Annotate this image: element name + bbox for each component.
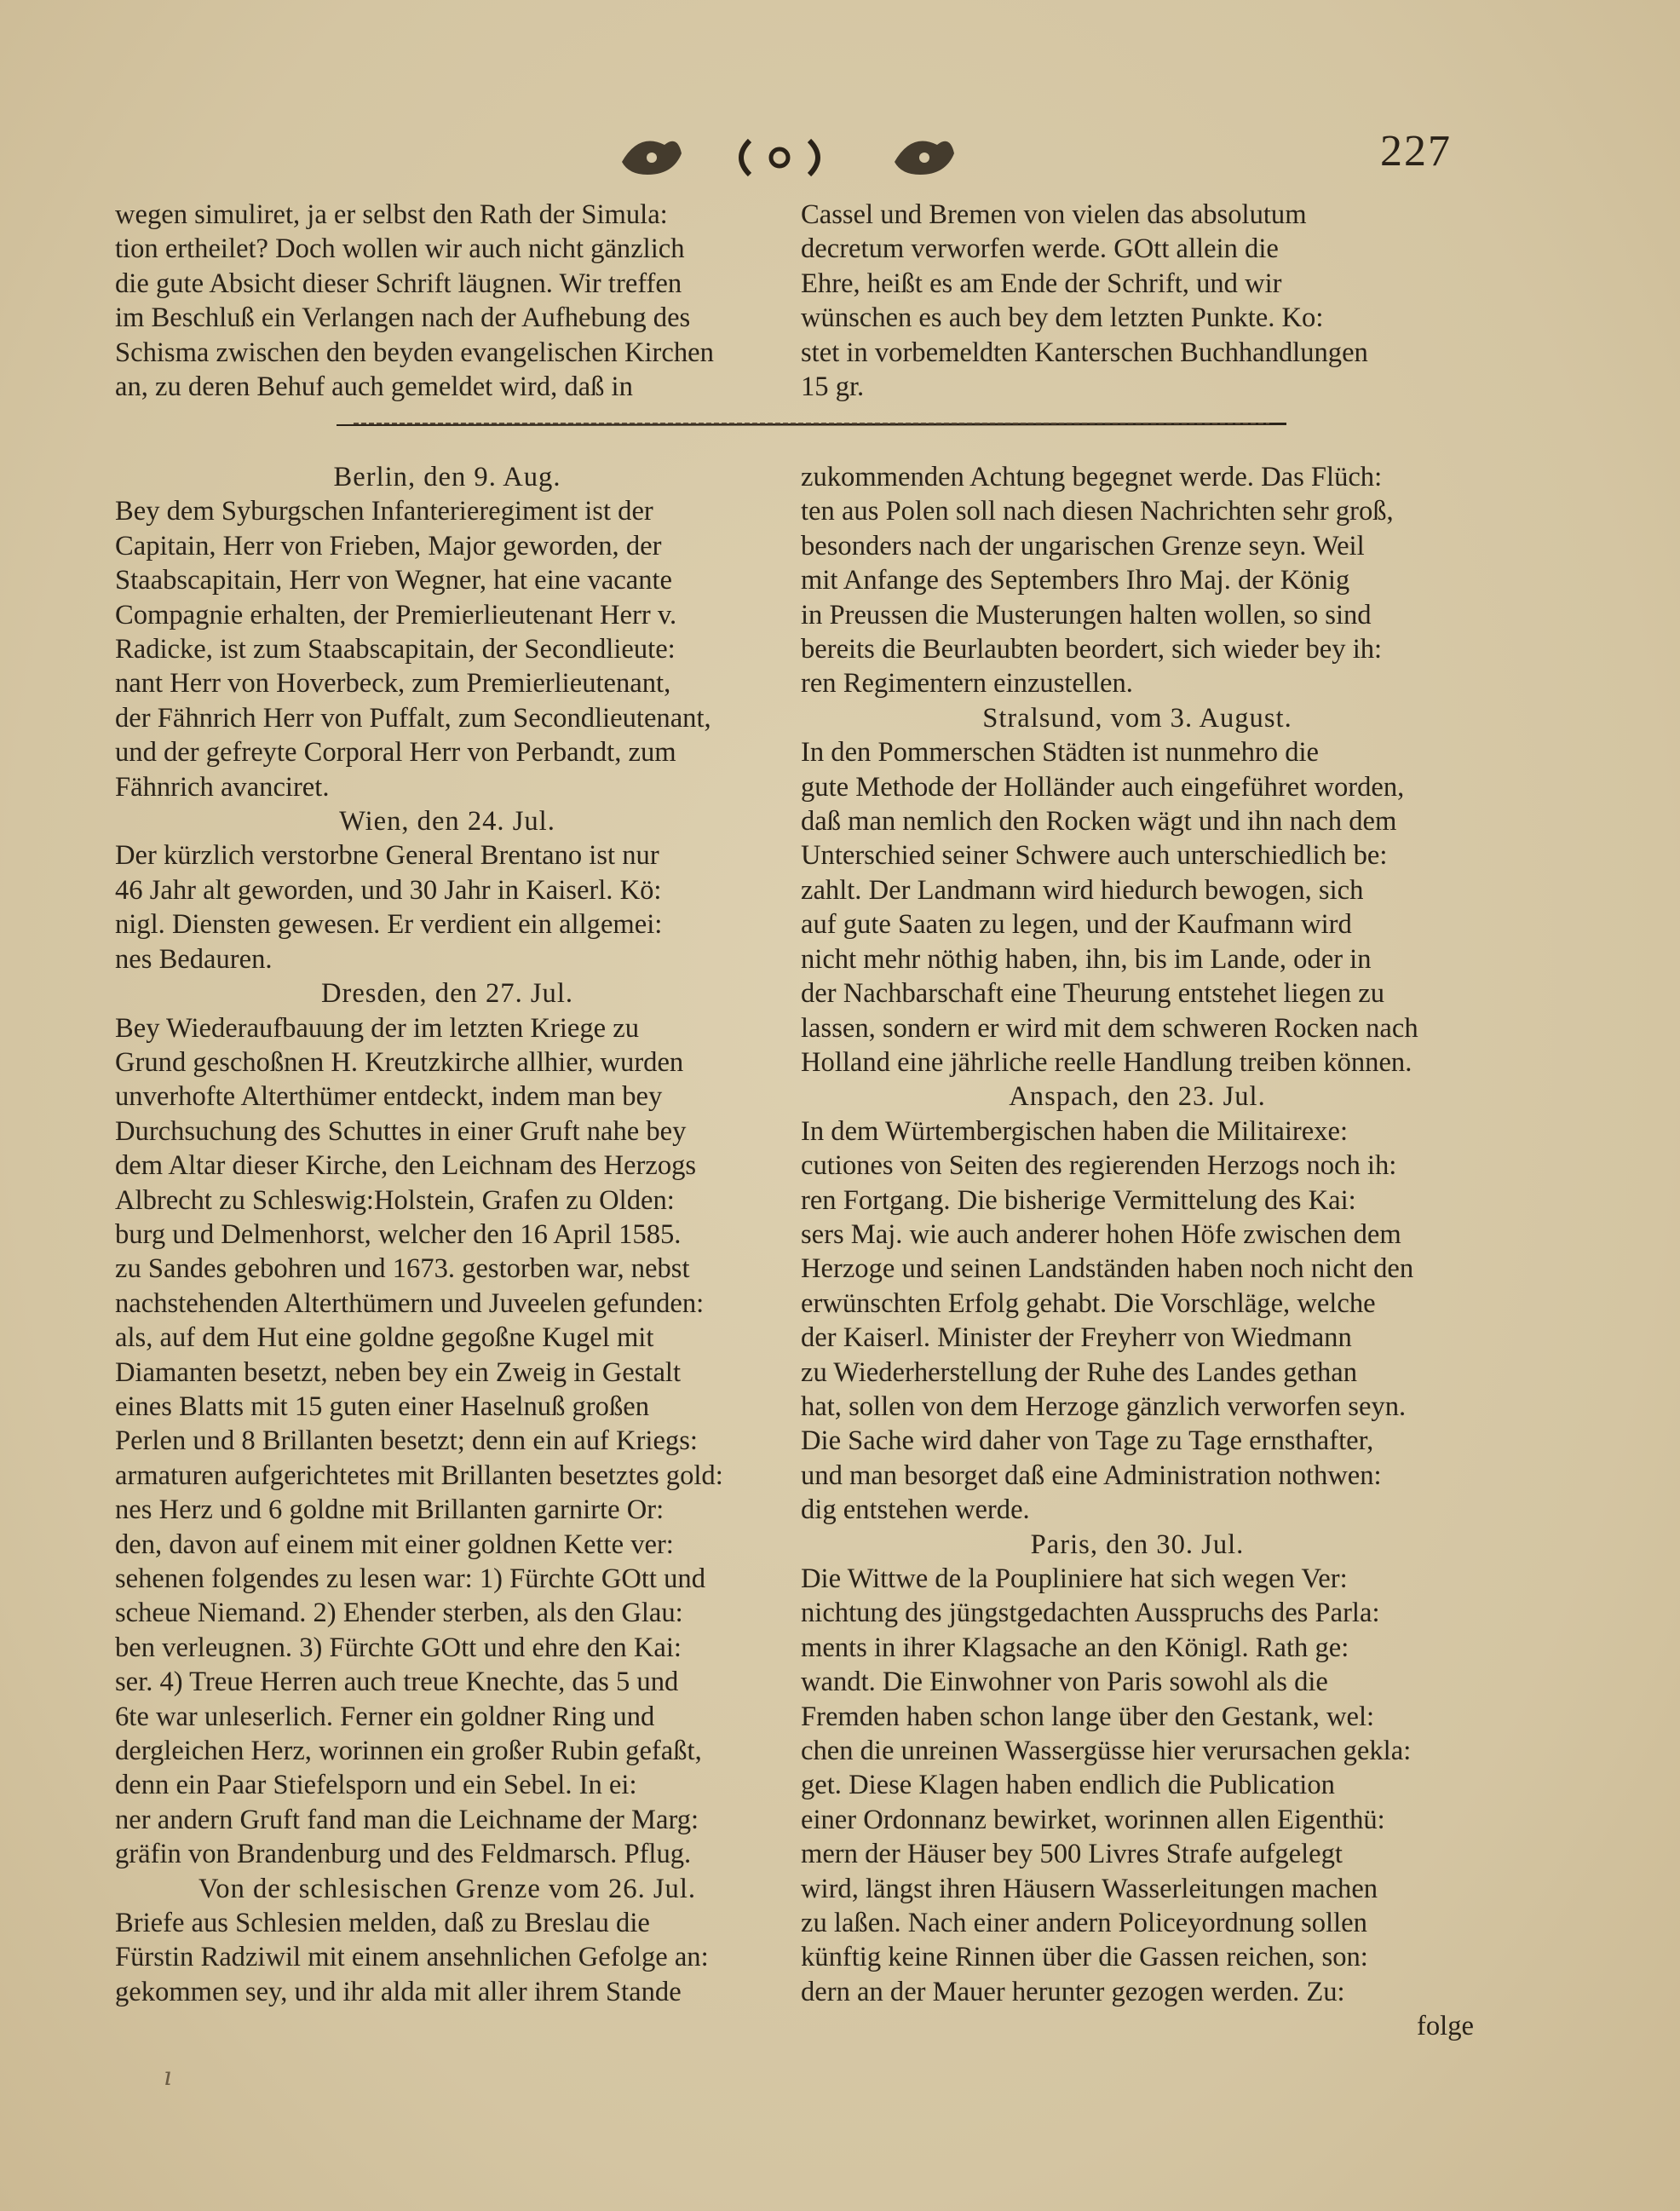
text-line: zahlt. Der Landmann wird hiedurch bewogen, sich bbox=[801, 874, 1364, 906]
text-line: Capitain, Herr von Frieben, Major geworden, der bbox=[115, 530, 662, 561]
text-line: nichtung des jüngstgedachten Ausspruchs des Parla: bbox=[801, 1598, 1380, 1629]
text-line: Die Wittwe de la Poupliniere hat sich wegen Ver: bbox=[801, 1563, 1348, 1594]
text-line: Fürstin Radziwil mit einem ansehnlichen Gefolge an: bbox=[115, 1942, 709, 1973]
text-line: Durchsuchung des Schuttes in einer Gruft nahe bey bbox=[115, 1115, 687, 1147]
text-line: dergleichen Herz, worinnen ein großer Rubin gefaßt, bbox=[115, 1736, 702, 1767]
text-line: In dem Würtembergischen haben die Militairexe: bbox=[801, 1115, 1349, 1147]
text-line: mit Anfange des Septembers Ihro Maj. der König bbox=[801, 565, 1350, 596]
text-line: Briefe aus Schlesien melden, daß zu Breslau die bbox=[115, 1908, 650, 1939]
text-line: an, zu deren Behuf auch gemeldet wird, daß in bbox=[115, 371, 633, 403]
text-line: der Nachbarschaft eine Theurung entstehet liegen zu bbox=[801, 978, 1385, 1010]
text-line: tion ertheilet? Doch wollen wir auch nicht gänzlich bbox=[115, 233, 685, 265]
text-line: Ehre, heißt es am Ende der Schrift, und wir bbox=[801, 268, 1282, 299]
text-line: dern an der Mauer herunter gezogen werden. Zu: bbox=[801, 1976, 1345, 2007]
text-line: erwünschten Erfolg gehabt. Die Vorschläge, welche bbox=[801, 1287, 1376, 1319]
text-line: ten aus Polen soll nach diesen Nachrichten sehr groß, bbox=[801, 496, 1394, 527]
text-line: gekommen sey, und ihr alda mit aller ihrem Stande bbox=[115, 1976, 682, 2007]
text-line: ben verleugnen. 3) Fürchte GOtt und ehre den Kai: bbox=[115, 1632, 682, 1663]
text-line: Grund geschoßnen H. Kreutzkirche allhier, wurden bbox=[115, 1046, 684, 1078]
header-ornament bbox=[613, 128, 971, 187]
text-line: in Preussen die Musterungen halten wollen, so sind bbox=[801, 599, 1372, 630]
text-line: ments in ihrer Klagsache an den Königl. Rath ge: bbox=[801, 1632, 1349, 1663]
text-line: decretum verworfen werde. GOtt allein die bbox=[801, 233, 1279, 265]
text-line: wird, längst ihren Häusern Wasserleitungen machen bbox=[801, 1873, 1378, 1904]
text-line: einer Ordonnanz bewirket, worinnen allen Eigenthü: bbox=[801, 1804, 1385, 1835]
text-line: 6te war unleserlich. Ferner ein goldner Ring und bbox=[115, 1701, 655, 1732]
dateline: Anspach, den 23. Jul. bbox=[1009, 1081, 1266, 1113]
text-line: nes Herz und 6 goldne mit Brillanten garnirte Or: bbox=[115, 1494, 665, 1526]
text-line: Die Sache wird daher von Tage zu Tage ernsthafter, bbox=[801, 1425, 1374, 1457]
text-line: zu Wiederherstellung der Ruhe des Landes gethan bbox=[801, 1356, 1358, 1388]
catchword: folge bbox=[1417, 2011, 1474, 2042]
text-line: auf gute Saaten zu legen, und der Kaufmann wird bbox=[801, 909, 1352, 941]
text-line: ser. 4) Treue Herren auch treue Knechte, das 5 und bbox=[115, 1667, 679, 1698]
text-line: unverhofte Alterthümer entdeckt, indem man bey bbox=[115, 1081, 663, 1113]
text-line: nachstehenden Alterthümern und Juveelen gefunden: bbox=[115, 1287, 705, 1319]
text-line: cutiones von Seiten des regierenden Herzogs noch ih: bbox=[801, 1150, 1397, 1182]
text-line: den, davon auf einem mit einer goldnen Kette ver: bbox=[115, 1529, 674, 1560]
text-line: daß man nemlich den Rocken wägt und ihn nach dem bbox=[801, 806, 1397, 838]
dateline: Stralsund, vom 3. August. bbox=[982, 702, 1292, 734]
text-line: eines Blatts mit 15 guten einer Haselnuß großen bbox=[115, 1391, 649, 1422]
text-line: künftig keine Rinnen über die Gassen reichen, son: bbox=[801, 1942, 1368, 1973]
text-line: und der gefreyte Corporal Herr von Perbandt, zum bbox=[115, 737, 676, 769]
text-line: stet in vorbemeldten Kanterschen Buchhandlungen bbox=[801, 337, 1368, 368]
text-line: wünschen es auch bey dem letzten Punkte. Ko: bbox=[801, 302, 1324, 334]
right-column bbox=[801, 460, 1474, 2044]
text-line: Fähnrich avanciret. bbox=[115, 771, 330, 803]
text-line: Radicke, ist zum Staabscapitain, der Secondlieute: bbox=[115, 634, 676, 665]
text-line: sers Maj. wie auch anderer hohen Höfe zwischen dem bbox=[801, 1218, 1401, 1250]
text-line: der Fähnrich Herr von Puffalt, zum Secondlieutenant, bbox=[115, 702, 711, 734]
left-column bbox=[115, 460, 780, 2009]
text-line: wandt. Die Einwohner von Paris sowohl als die bbox=[801, 1667, 1328, 1698]
text-line: nes Bedauren. bbox=[115, 943, 273, 975]
section-divider bbox=[337, 419, 1286, 429]
text-line: Fremden haben schon lange über den Gestank, wel: bbox=[801, 1701, 1375, 1732]
text-line: bereits die Beurlaubten beordert, sich wieder bey ih: bbox=[801, 634, 1383, 665]
text-line: Compagnie erhalten, der Premierlieutenant Herr v. bbox=[115, 599, 677, 630]
text-line: Albrecht zu Schleswig:Holstein, Grafen zu Olden: bbox=[115, 1184, 675, 1216]
text-line: Staabscapitain, Herr von Wegner, hat eine vacante bbox=[115, 565, 672, 596]
text-line: gute Methode der Holländer auch eingeführet worden, bbox=[801, 771, 1405, 803]
text-line: Diamanten besetzt, neben bey ein Zweig in Gestalt bbox=[115, 1356, 682, 1388]
text-line: besonders nach der ungarischen Grenze seyn. Weil bbox=[801, 530, 1365, 561]
dateline: Dresden, den 27. Jul. bbox=[320, 978, 574, 1010]
text-line: ren Fortgang. Die bisherige Vermittelung des Kai: bbox=[801, 1184, 1356, 1216]
text-line: armaturen aufgerichtetes mit Brillanten besetztes gold: bbox=[115, 1460, 723, 1491]
dateline: Von der schlesischen Grenze vom 26. Jul. bbox=[198, 1873, 697, 1904]
text-line: denn ein Paar Stiefelsporn und ein Sebel. In ei: bbox=[115, 1770, 637, 1801]
text-line: wegen simuliret, ja er selbst den Rath der Simula: bbox=[115, 199, 668, 230]
text-line: chen die unreinen Wassergüsse hier verursachen gekla: bbox=[801, 1736, 1412, 1767]
text-line: lassen, sondern er wird mit dem schweren Rocken nach bbox=[801, 1012, 1418, 1044]
text-line: hat, sollen von dem Herzoge gänzlich verworfen seyn. bbox=[801, 1391, 1407, 1422]
dateline: Berlin, den 9. Aug. bbox=[333, 462, 561, 492]
top-left-column bbox=[115, 198, 780, 404]
text-line: nant Herr von Hoverbeck, zum Premierlieutenant, bbox=[115, 668, 671, 700]
dateline: Wien, den 24. Jul. bbox=[339, 806, 555, 838]
text-line: zu laßen. Nach einer andern Policeyordnung sollen bbox=[801, 1908, 1367, 1939]
text-line: ren Regimentern einzustellen. bbox=[801, 668, 1133, 700]
text-line: nicht mehr nöthig haben, ihn, bis im Lande, oder in bbox=[801, 943, 1372, 975]
page-number: 227 bbox=[1380, 127, 1452, 176]
text-line: zukommenden Achtung begegnet werde. Das Flüch: bbox=[801, 462, 1383, 492]
text-line: Herzoge und seinen Landständen haben noch nicht den bbox=[801, 1253, 1414, 1285]
text-line: scheue Niemand. 2) Ehender sterben, als den Glau: bbox=[115, 1598, 683, 1629]
text-line: ner andern Gruft fand man die Leichname der Marg: bbox=[115, 1804, 699, 1835]
text-line: In den Pommerschen Städten ist nunmehro die bbox=[801, 737, 1320, 769]
text-line: der Kaiserl. Minister der Freyherr von Wiedmann bbox=[801, 1322, 1352, 1354]
margin-mark: ı bbox=[164, 2062, 172, 2092]
text-line: als, auf dem Hut eine goldne gegoßne Kugel mit bbox=[115, 1322, 654, 1354]
text-line: 46 Jahr alt geworden, und 30 Jahr in Kaiserl. Kö: bbox=[115, 874, 662, 906]
text-line: Bey Wiederaufbauung der im letzten Kriege zu bbox=[115, 1012, 640, 1044]
text-line: die gute Absicht dieser Schrift läugnen. Wir treffen bbox=[115, 268, 682, 299]
text-line: 15 gr. bbox=[801, 371, 865, 403]
text-line: Unterschied seiner Schwere auch unterschiedlich be: bbox=[801, 840, 1388, 872]
text-line: Der kürzlich verstorbne General Brentano ist nur bbox=[115, 840, 659, 872]
text-line: Holland eine jährliche reelle Handlung treiben können. bbox=[801, 1046, 1412, 1078]
text-line: burg und Delmenhorst, welcher den 16 April 1585. bbox=[115, 1218, 682, 1250]
text-line: dig entstehen werde. bbox=[801, 1494, 1030, 1526]
text-line: zu Sandes gebohren und 1673. gestorben war, nebst bbox=[115, 1253, 690, 1285]
text-line: Perlen und 8 Brillanten besetzt; denn ein auf Kriegs: bbox=[115, 1425, 698, 1457]
text-line: gräfin von Brandenburg und des Feldmarsch. Pflug. bbox=[115, 1839, 692, 1870]
top-right-column bbox=[801, 198, 1474, 404]
text-line: Schisma zwischen den beyden evangelischen Kirchen bbox=[115, 337, 714, 368]
dateline: Paris, den 30. Jul. bbox=[1030, 1529, 1245, 1560]
text-line: mern der Häuser bey 500 Livres Strafe aufgelegt bbox=[801, 1839, 1343, 1870]
text-line: und man besorget daß eine Administration nothwen: bbox=[801, 1460, 1382, 1491]
text-line: get. Diese Klagen haben endlich die Publication bbox=[801, 1770, 1335, 1801]
text-line: dem Altar dieser Kirche, den Leichnam des Herzogs bbox=[115, 1150, 697, 1182]
text-line: sehenen folgendes zu lesen war: 1) Fürchte GOtt und bbox=[115, 1563, 705, 1594]
text-line: im Beschluß ein Verlangen nach der Aufhebung des bbox=[115, 302, 691, 334]
text-line: Cassel und Bremen von vielen das absolutum bbox=[801, 199, 1307, 230]
text-line: Bey dem Syburgschen Infanterieregiment ist der bbox=[115, 496, 653, 527]
text-line: nigl. Diensten gewesen. Er verdient ein allgemei: bbox=[115, 909, 663, 941]
